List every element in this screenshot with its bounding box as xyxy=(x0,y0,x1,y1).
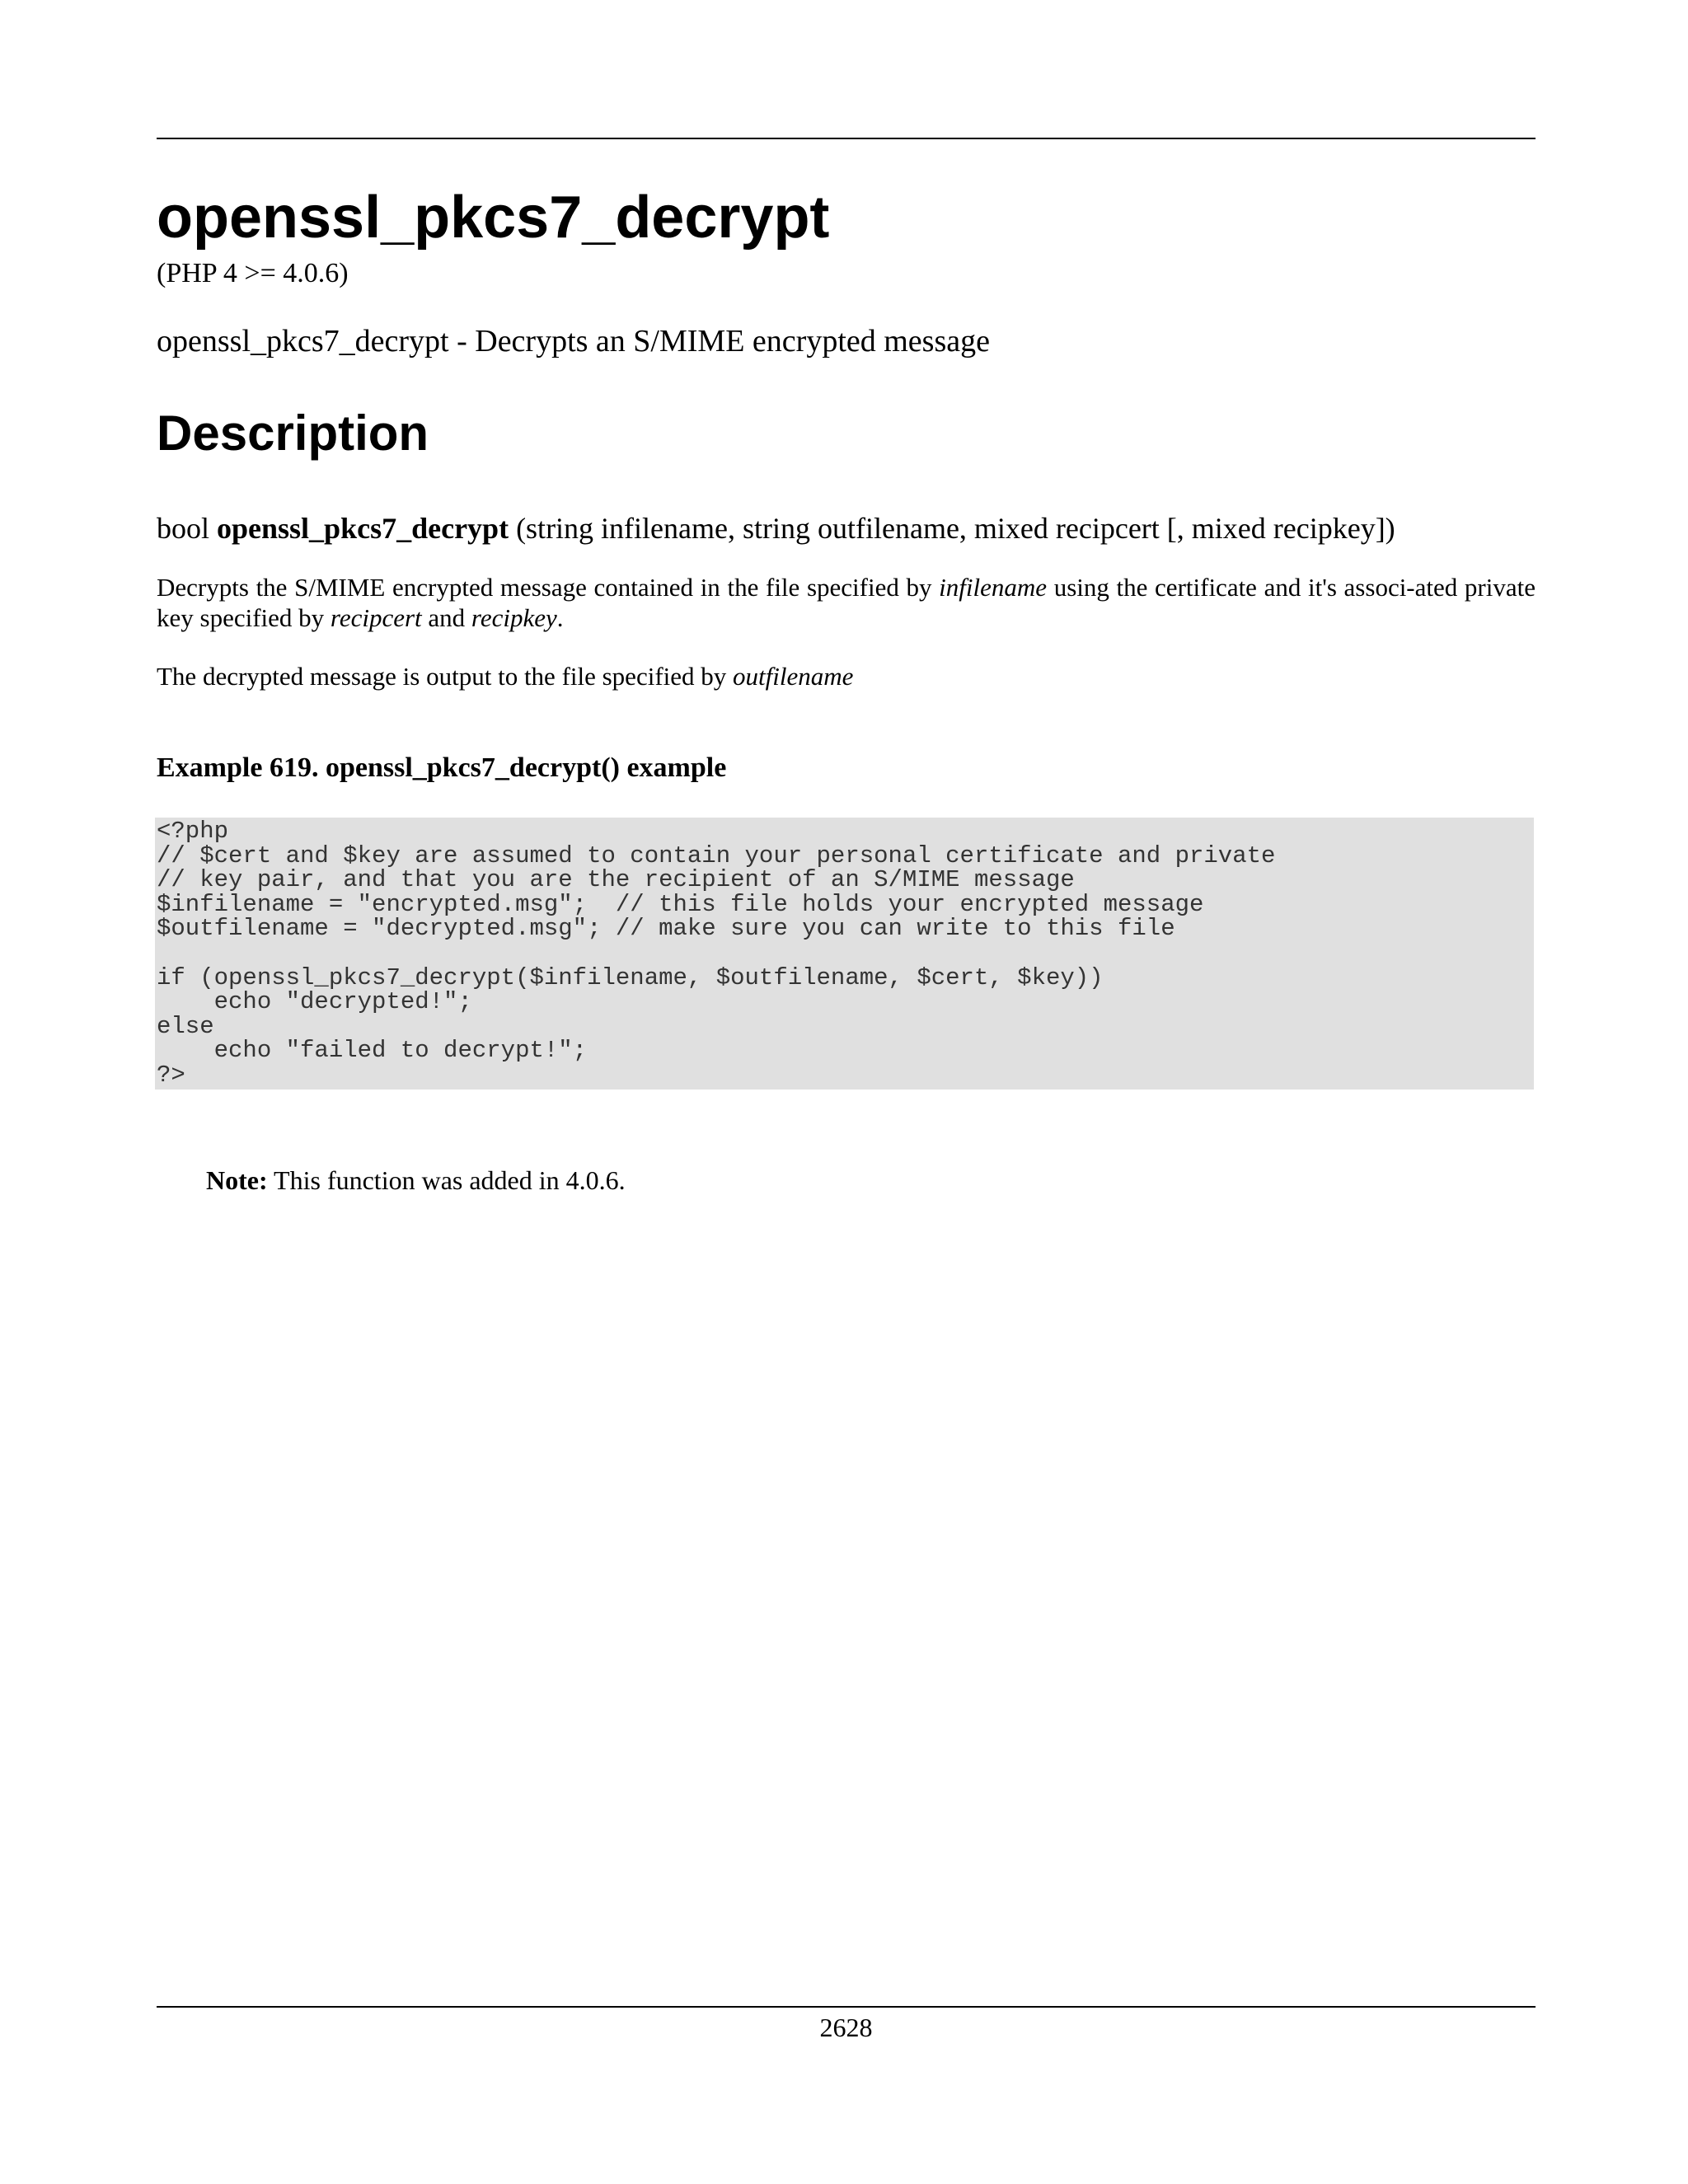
param-recipkey: recipkey xyxy=(471,603,557,632)
param-outfilename: outfilename xyxy=(733,662,854,691)
para1-text-d: . xyxy=(556,603,564,632)
para1-text-b: using the certificate and it's associ-ated private key specified by xyxy=(157,573,1536,632)
note-label: Note: xyxy=(206,1165,268,1195)
param-infilename: infilename xyxy=(939,573,1048,602)
description-paragraph-1 xyxy=(157,572,1536,633)
document-page xyxy=(157,0,1536,2184)
function-synopsis xyxy=(157,511,1395,546)
footer-rule xyxy=(157,2006,1536,2008)
description-heading: Description xyxy=(157,405,429,461)
function-purpose: openssl_pkcs7_decrypt - Decrypts an S/MIME encrypted message xyxy=(157,324,990,359)
page-number: 2628 xyxy=(819,2013,873,2042)
para1-text-c: and xyxy=(421,603,471,632)
para2-text-a: The decrypted message is output to the file specified by xyxy=(157,662,734,691)
description-paragraph-2 xyxy=(157,661,1536,691)
synopsis-function-name: openssl_pkcs7_decrypt xyxy=(217,512,509,545)
param-recipcert: recipcert xyxy=(330,603,422,632)
synopsis-return-type: bool xyxy=(157,512,210,545)
code-listing: <?php // $cert and $key are assumed to contain your personal certificate and private // key pair, and that you are the recipient of an S/MIME message $infilename = "encrypted.msg"; // this file holds your encrypted message $outfilename = "decrypted.msg"; // make sure you can write to this file if (openssl_pkcs7_decrypt($infilename, $outfilename, $cert, $key)) echo "decrypted!"; else echo "failed to decrypt!"; ?> xyxy=(157,818,1276,1089)
example-title: Example 619. openssl_pkcs7_decrypt() example xyxy=(157,752,727,783)
code-example-block xyxy=(155,818,1534,1090)
note-text: This function was added in 4.0.6. xyxy=(267,1165,626,1195)
header-rule xyxy=(157,138,1536,139)
para1-text-a: Decrypts the S/MIME encrypted message contained in the file specified by xyxy=(157,573,940,602)
synopsis-params: (string infilename, string outfilename, mixed recipcert [, mixed recipkey]) xyxy=(516,512,1395,545)
php-version-info: (PHP 4 >= 4.0.6) xyxy=(157,258,349,288)
note xyxy=(206,1165,626,1196)
page-title: openssl_pkcs7_decrypt xyxy=(157,185,830,251)
